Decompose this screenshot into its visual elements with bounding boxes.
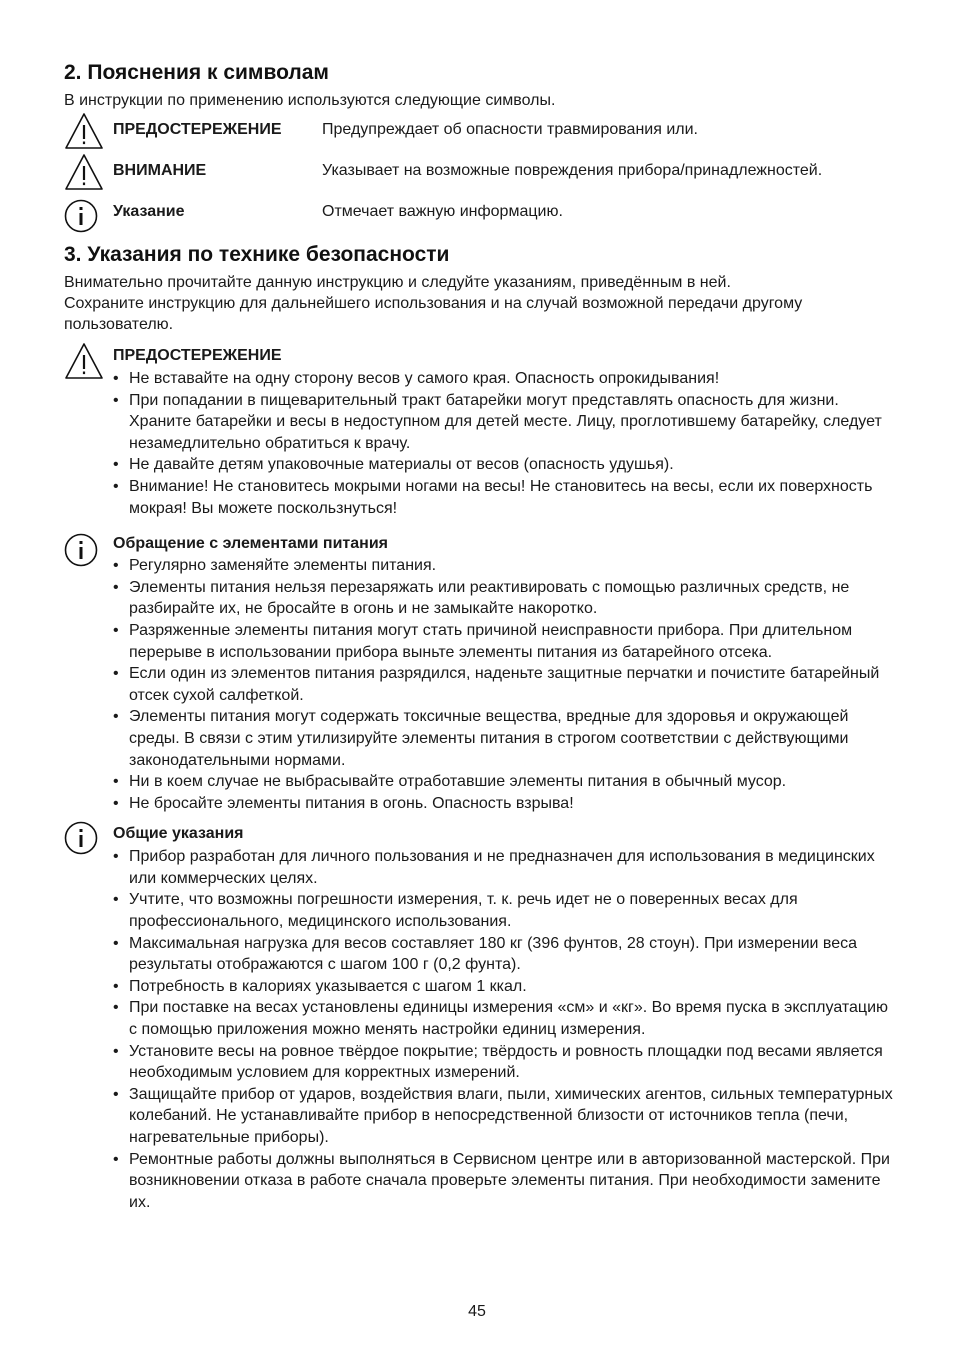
info-circle-icon <box>64 199 98 238</box>
section3-intro-1: Внимательно прочитайте данную инструкцию и следуйте указаниям, приведённым в ней. <box>64 274 731 291</box>
warning-triangle-icon <box>64 112 104 155</box>
warning-triangle-icon <box>64 342 104 385</box>
list-item: • Внимание! Не становитесь мокрыми ногами на весы! Не становитесь на весы, если их поверхность мокрая! Вы можете поскользнуться! <box>113 476 894 519</box>
list-item: • Прибор разработан для личного пользования и не предназначен для использования в медицинских или коммерческих целях. <box>113 846 894 889</box>
general-block <box>64 823 894 1213</box>
info-circle-icon <box>64 821 98 860</box>
list-item: • Не вставайте на одну сторону весов у самого края. Опасность опрокидывания! <box>113 368 894 390</box>
batteries-block <box>64 533 894 814</box>
list-item: • Элементы питания нельзя перезаряжать или реактивировать с помощью различных средств, не разбирайте их, не бросайте в огонь и не замыкайте накоротко. <box>113 577 894 620</box>
warning-block <box>64 345 894 519</box>
list-item: • Регулярно заменяйте элементы питания. <box>113 555 894 577</box>
list-item: • Учтите, что возможны погрешности измерения, т. к. речь идет не о поверенных весах для профессионального, медицинского использования. <box>113 889 894 932</box>
symbol-row-attention <box>64 156 894 197</box>
page-number: 45 <box>468 1303 486 1320</box>
section3-intro-2: Сохраните инструкцию для дальнейшего использования и на случай возможной передачи другому пользователю. <box>64 295 803 333</box>
symbol-term: ПРЕДОСТЕРЕЖЕНИЕ <box>113 121 282 138</box>
section2-intro: В инструкции по применению используются следующие символы. <box>64 92 556 109</box>
list-item: • Установите весы на ровное твёрдое покрытие; твёрдость и ровность площадки под весами является необходимым условием для корректных измерений. <box>113 1041 894 1084</box>
list-item: • Если один из элементов питания разрядился, наденьте защитные перчатки и почистите батарейный отсек сухой салфеткой. <box>113 663 894 706</box>
list-item: • Элементы питания могут содержать токсичные вещества, вредные для здоровья и окружающей среды. В связи с этим утилизируйте элементы питания в строгом соответствии с действующими законодательными нормами. <box>113 706 894 771</box>
batteries-block-title: Обращение с элементами питания <box>113 535 388 553</box>
list-item: • Защищайте прибор от ударов, воздействия влаги, пыли, химических агентов, сильных температурных колебаний. Не устанавливайте прибор в непосредственной близости от источников тепла (печи, нагревательные приборы). <box>113 1084 894 1149</box>
list-item: • Потребность в калориях указывается с шагом 1 ккал. <box>113 976 894 998</box>
warning-block-title: ПРЕДОСТЕРЕЖЕНИЕ <box>113 347 282 364</box>
symbols-list <box>64 115 894 238</box>
list-item: • При поставке на весах установлены единицы измерения «см» и «кг». Во время пуска в эксплуатацию с помощью приложения можно менять настройки единиц измерения. <box>113 997 894 1040</box>
info-circle-icon <box>64 533 98 572</box>
symbol-row-warning <box>64 115 894 156</box>
list-item: • Максимальная нагрузка для весов составляет 180 кг (396 фунтов, 28 стоун). При измерении веса результаты отображаются с шагом 100 г (0,2 фунта). <box>113 933 894 976</box>
symbol-term: ВНИМАНИЕ <box>113 162 207 179</box>
symbol-row-note <box>64 197 894 238</box>
symbol-desc: Предупреждает об опасности травмирования или. <box>322 121 698 138</box>
manual-page <box>64 58 894 1213</box>
list-item: • Разряженные элементы питания могут стать причиной неисправности прибора. При длительном перерыве в использовании прибора выньте элементы питания из батарейного отсека. <box>113 620 894 663</box>
list-item: • Ремонтные работы должны выполняться в Сервисном центре или в авторизованной мастерской. При возникновении отказа в работе сначала проверьте элементы питания. При необходимости замените их. <box>113 1149 894 1214</box>
batteries-list <box>113 555 894 814</box>
general-list <box>113 846 894 1213</box>
list-item: • При попадании в пищеварительный тракт батарейки могут представлять опасность для жизни. Храните батарейки и весы в недоступном для детей месте. Лицу, проглотившему батарейку, следует незамедлительно обратиться к врачу. <box>113 390 894 455</box>
warning-list <box>113 368 894 519</box>
list-item: • Ни в коем случае не выбрасывайте отработавшие элементы питания в обычный мусор. <box>113 771 894 793</box>
symbol-desc: Отмечает важную информацию. <box>322 203 563 220</box>
symbol-desc: Указывает на возможные повреждения прибора/принадлежностей. <box>322 162 823 179</box>
list-item: • Не давайте детям упаковочные материалы от весов (опасность удушья). <box>113 454 894 476</box>
section2-title: 2. Пояснения к символам <box>64 61 329 84</box>
symbol-term: Указание <box>113 203 185 220</box>
section3-title: 3. Указания по технике безопасности <box>64 243 450 266</box>
warning-triangle-icon <box>64 153 104 196</box>
list-item: • Не бросайте элементы питания в огонь. Опасность взрыва! <box>113 793 894 815</box>
general-block-title: Общие указания <box>113 825 244 843</box>
